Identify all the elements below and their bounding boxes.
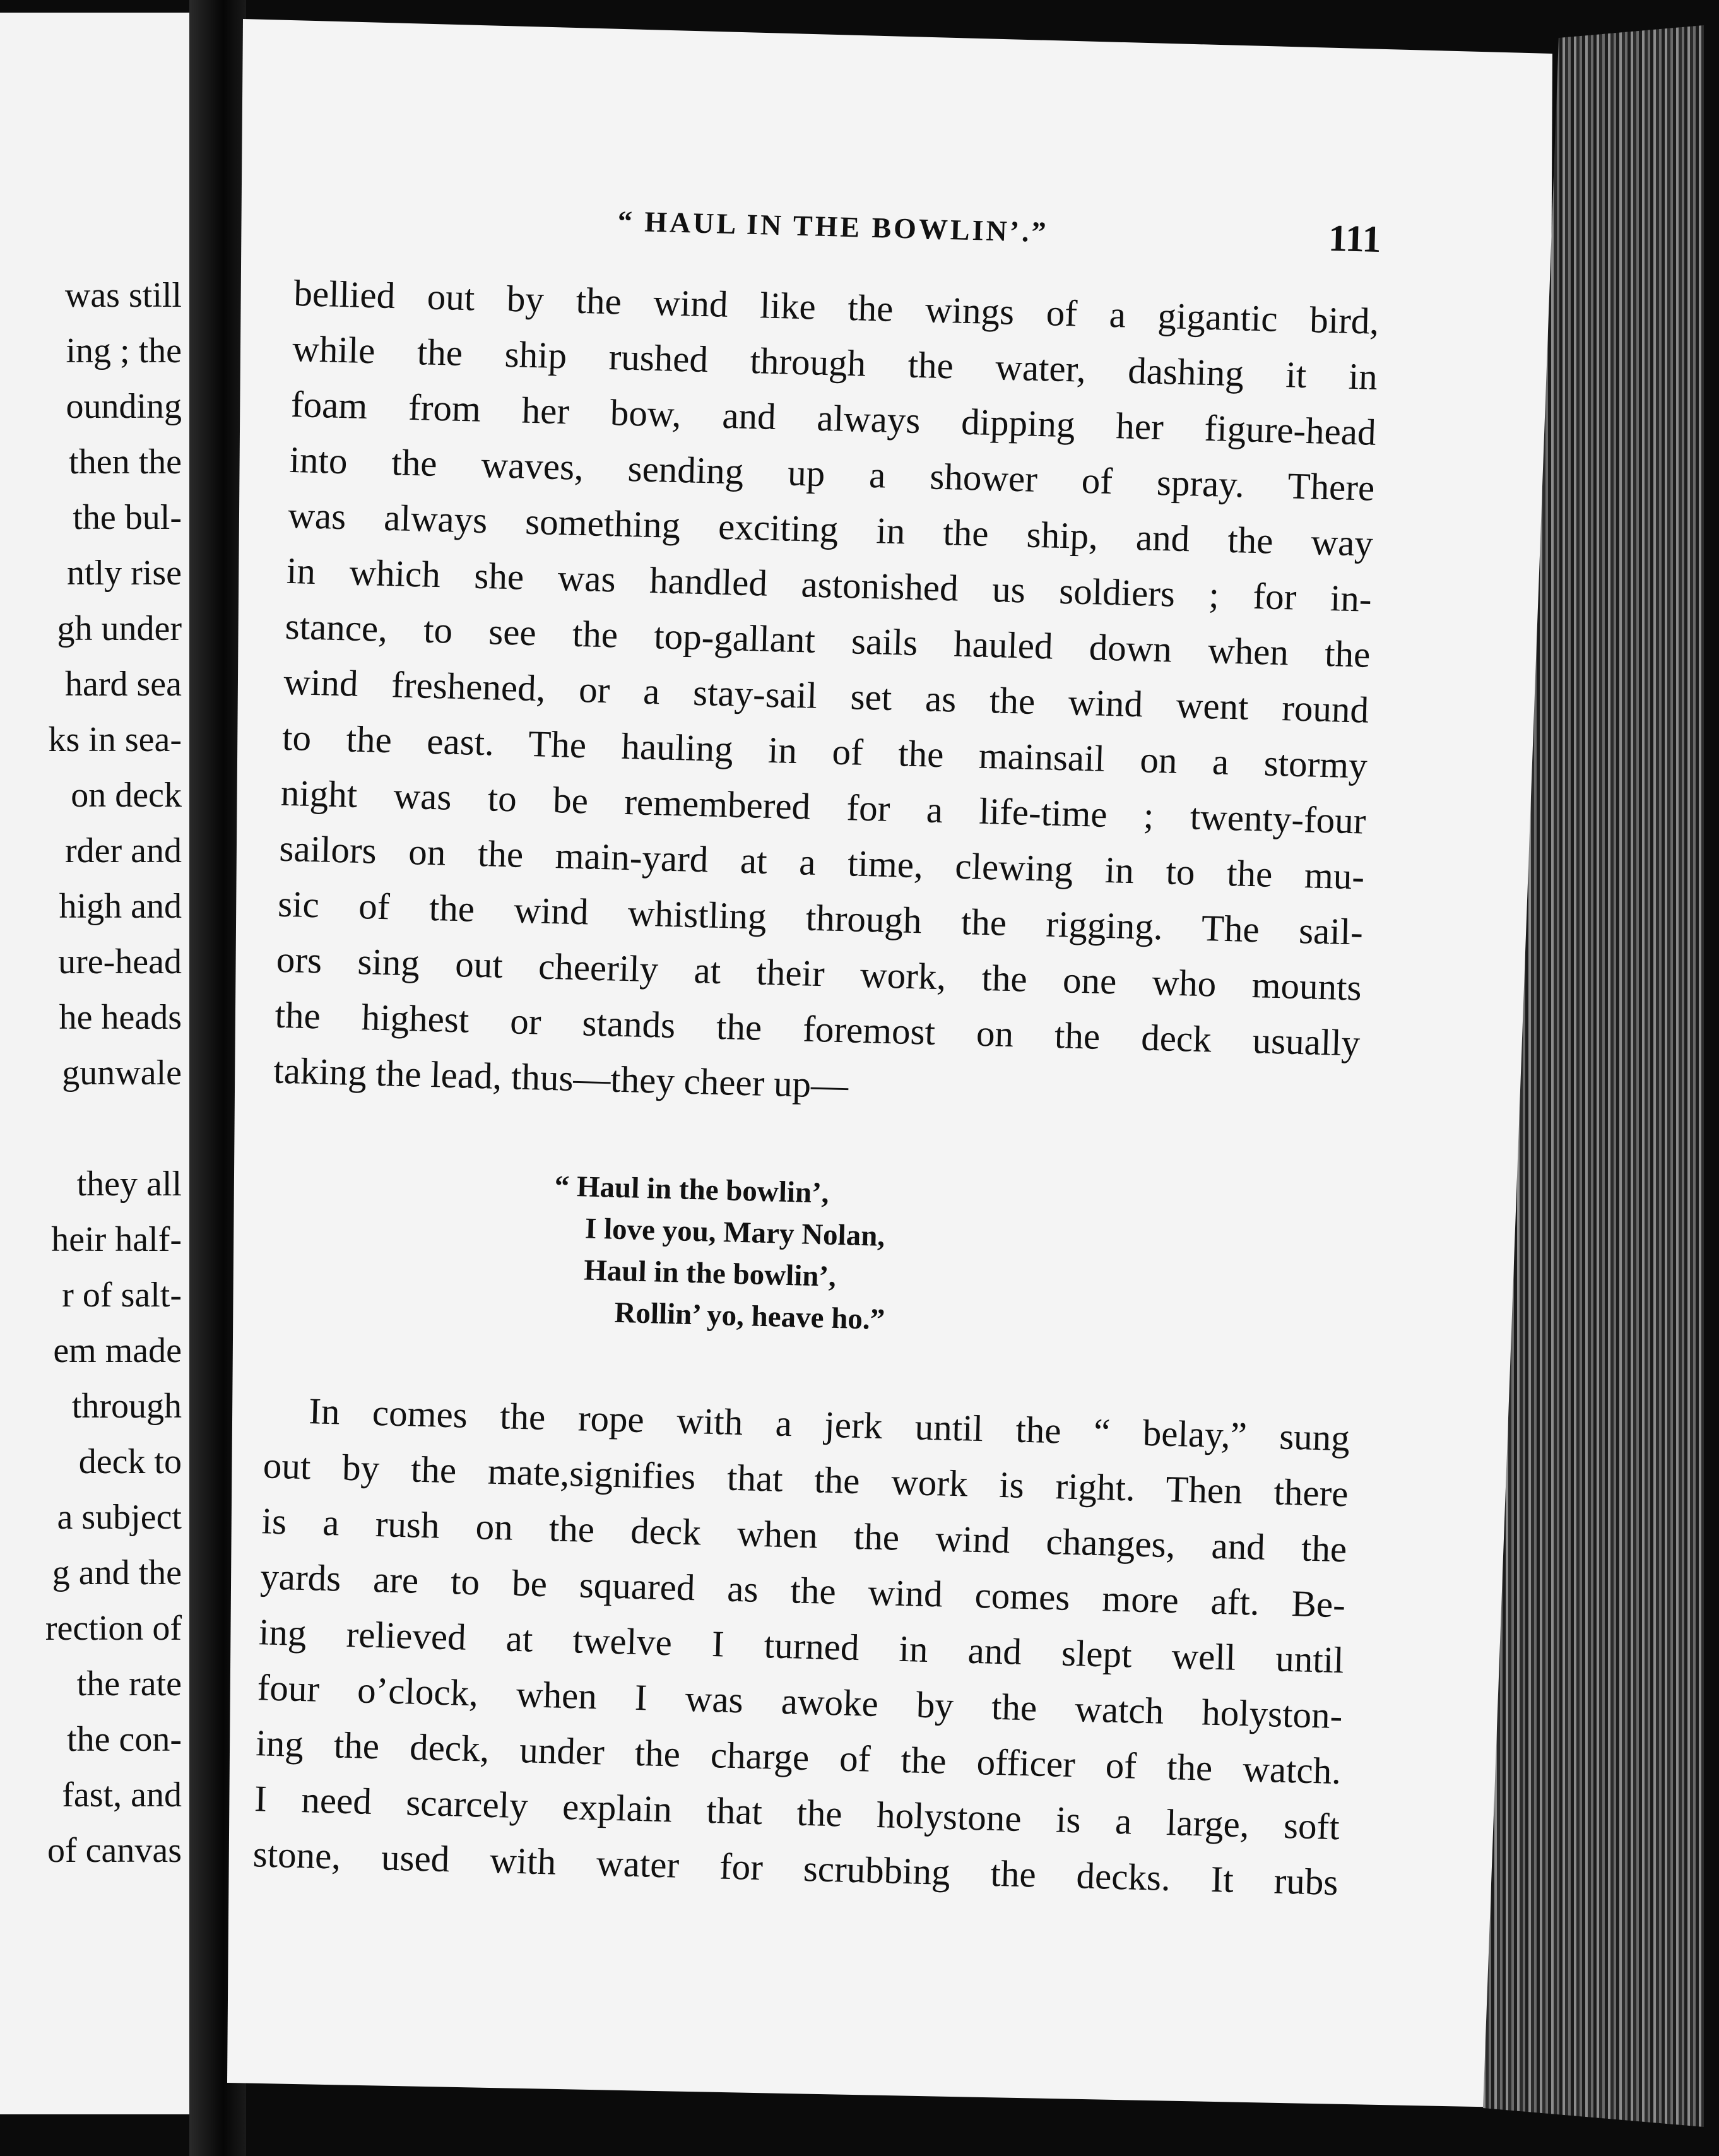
left-line: g and the [52,1553,182,1592]
left-line: the bul- [73,498,182,537]
text-line: is a rush on the deck when the wind changes, and the [261,1500,1348,1570]
left-line: ing ; the [66,331,182,370]
left-line: through [71,1387,182,1426]
left-line: fast, and [62,1775,182,1815]
text-line: out by the mate,signifies that the work is right. Then there [263,1444,1349,1515]
left-line: rection of [45,1609,182,1648]
left-line: was still [64,276,182,315]
left-line: hard sea [64,665,182,704]
text-line: yards are to be squared as the wind comes more aft. Be- [259,1555,1346,1626]
text-line: I need scarcely explain that the holystone is a large, soft [254,1777,1340,1848]
left-line: ure-head [58,942,182,981]
left-line: on deck [71,776,182,815]
song-verse [551,1165,889,1341]
left-line: ks in sea- [48,720,182,759]
text-line: sailors on the main-yard at a time, clewing in to the mu- [278,827,1365,897]
text-line: into the waves, sending up a shower of spray. There [288,438,1376,509]
left-line: the con- [67,1720,182,1759]
text-line: was always something exciting in the ship, and the way [287,494,1374,564]
text-line: In comes the rope with a jerk until the “ belay,” sung [308,1390,1350,1459]
left-line: deck to [78,1442,182,1481]
text-line: ing relieved at twelve I turned in and slept well until [258,1611,1345,1681]
left-line: gunwale [62,1053,182,1093]
left-line: they all [76,1164,182,1204]
running-title: “ HAUL IN THE BOWLIN’.” [617,204,1049,249]
text-line: stance, to see the top-gallant sails hauled down when the [285,605,1371,675]
text-line: stone, used with water for scrubbing the decks. It rubs [252,1833,1339,1904]
text-line: taking the lead, thus—they cheer up— [273,1049,849,1106]
paragraph-1 [273,265,1379,1127]
left-line: heir half- [51,1220,182,1259]
left-line: the rate [76,1664,182,1703]
text-line: bellied out by the wind like the wings of a gigantic bird, [293,271,1379,342]
left-line: ntly rise [67,554,182,593]
left-line: r of salt- [62,1276,182,1315]
left-facing-page [0,13,189,2114]
left-line: then the [69,442,182,482]
page-number: 111 [1328,216,1382,261]
left-line: of canvas [47,1831,182,1870]
verse-line: Rollin’ yo, heave ho.” [613,1296,885,1337]
left-line: gh under [57,609,182,648]
text-line: night was to be remembered for a life-time ; twenty-four [280,771,1367,842]
text-line: foam from her bow, and always dipping her figure-head [290,382,1377,453]
verse-line: “ Haul in the bowlin’, [554,1170,830,1210]
text-line: sic of the wind whistling through the rigging. The sail- [277,882,1364,953]
left-line: high and [59,887,182,926]
left-line: rder and [64,831,182,870]
left-line: em made [53,1331,182,1370]
text-line: in which she was handled astonished us soldiers ; for in- [286,549,1373,620]
text-line: while the ship rushed through the water, dashing it in [292,327,1378,398]
left-line: ounding [66,387,182,426]
left-line: a subject [57,1498,182,1537]
text-line: wind freshened, or a stay-sail set as the wind went round [283,660,1369,731]
text-line: ing the deck, under the charge of the officer of the watch. [255,1722,1342,1792]
text-line: the highest or stands the foremost on the deck usually [274,993,1361,1064]
text-line: four o’clock, when I was awoke by the watch holyston- [256,1666,1344,1737]
paragraph-2 [252,1382,1350,1910]
verse-line: I love you, Mary Nolan, [584,1212,885,1253]
verse-line: Haul in the bowlin’, [583,1253,837,1293]
left-line: he heads [59,998,182,1037]
text-line: ors sing out cheerily at their work, the one who mounts [276,938,1362,1009]
text-line: to the east. The hauling in of the mainsail on a stormy [281,716,1368,786]
